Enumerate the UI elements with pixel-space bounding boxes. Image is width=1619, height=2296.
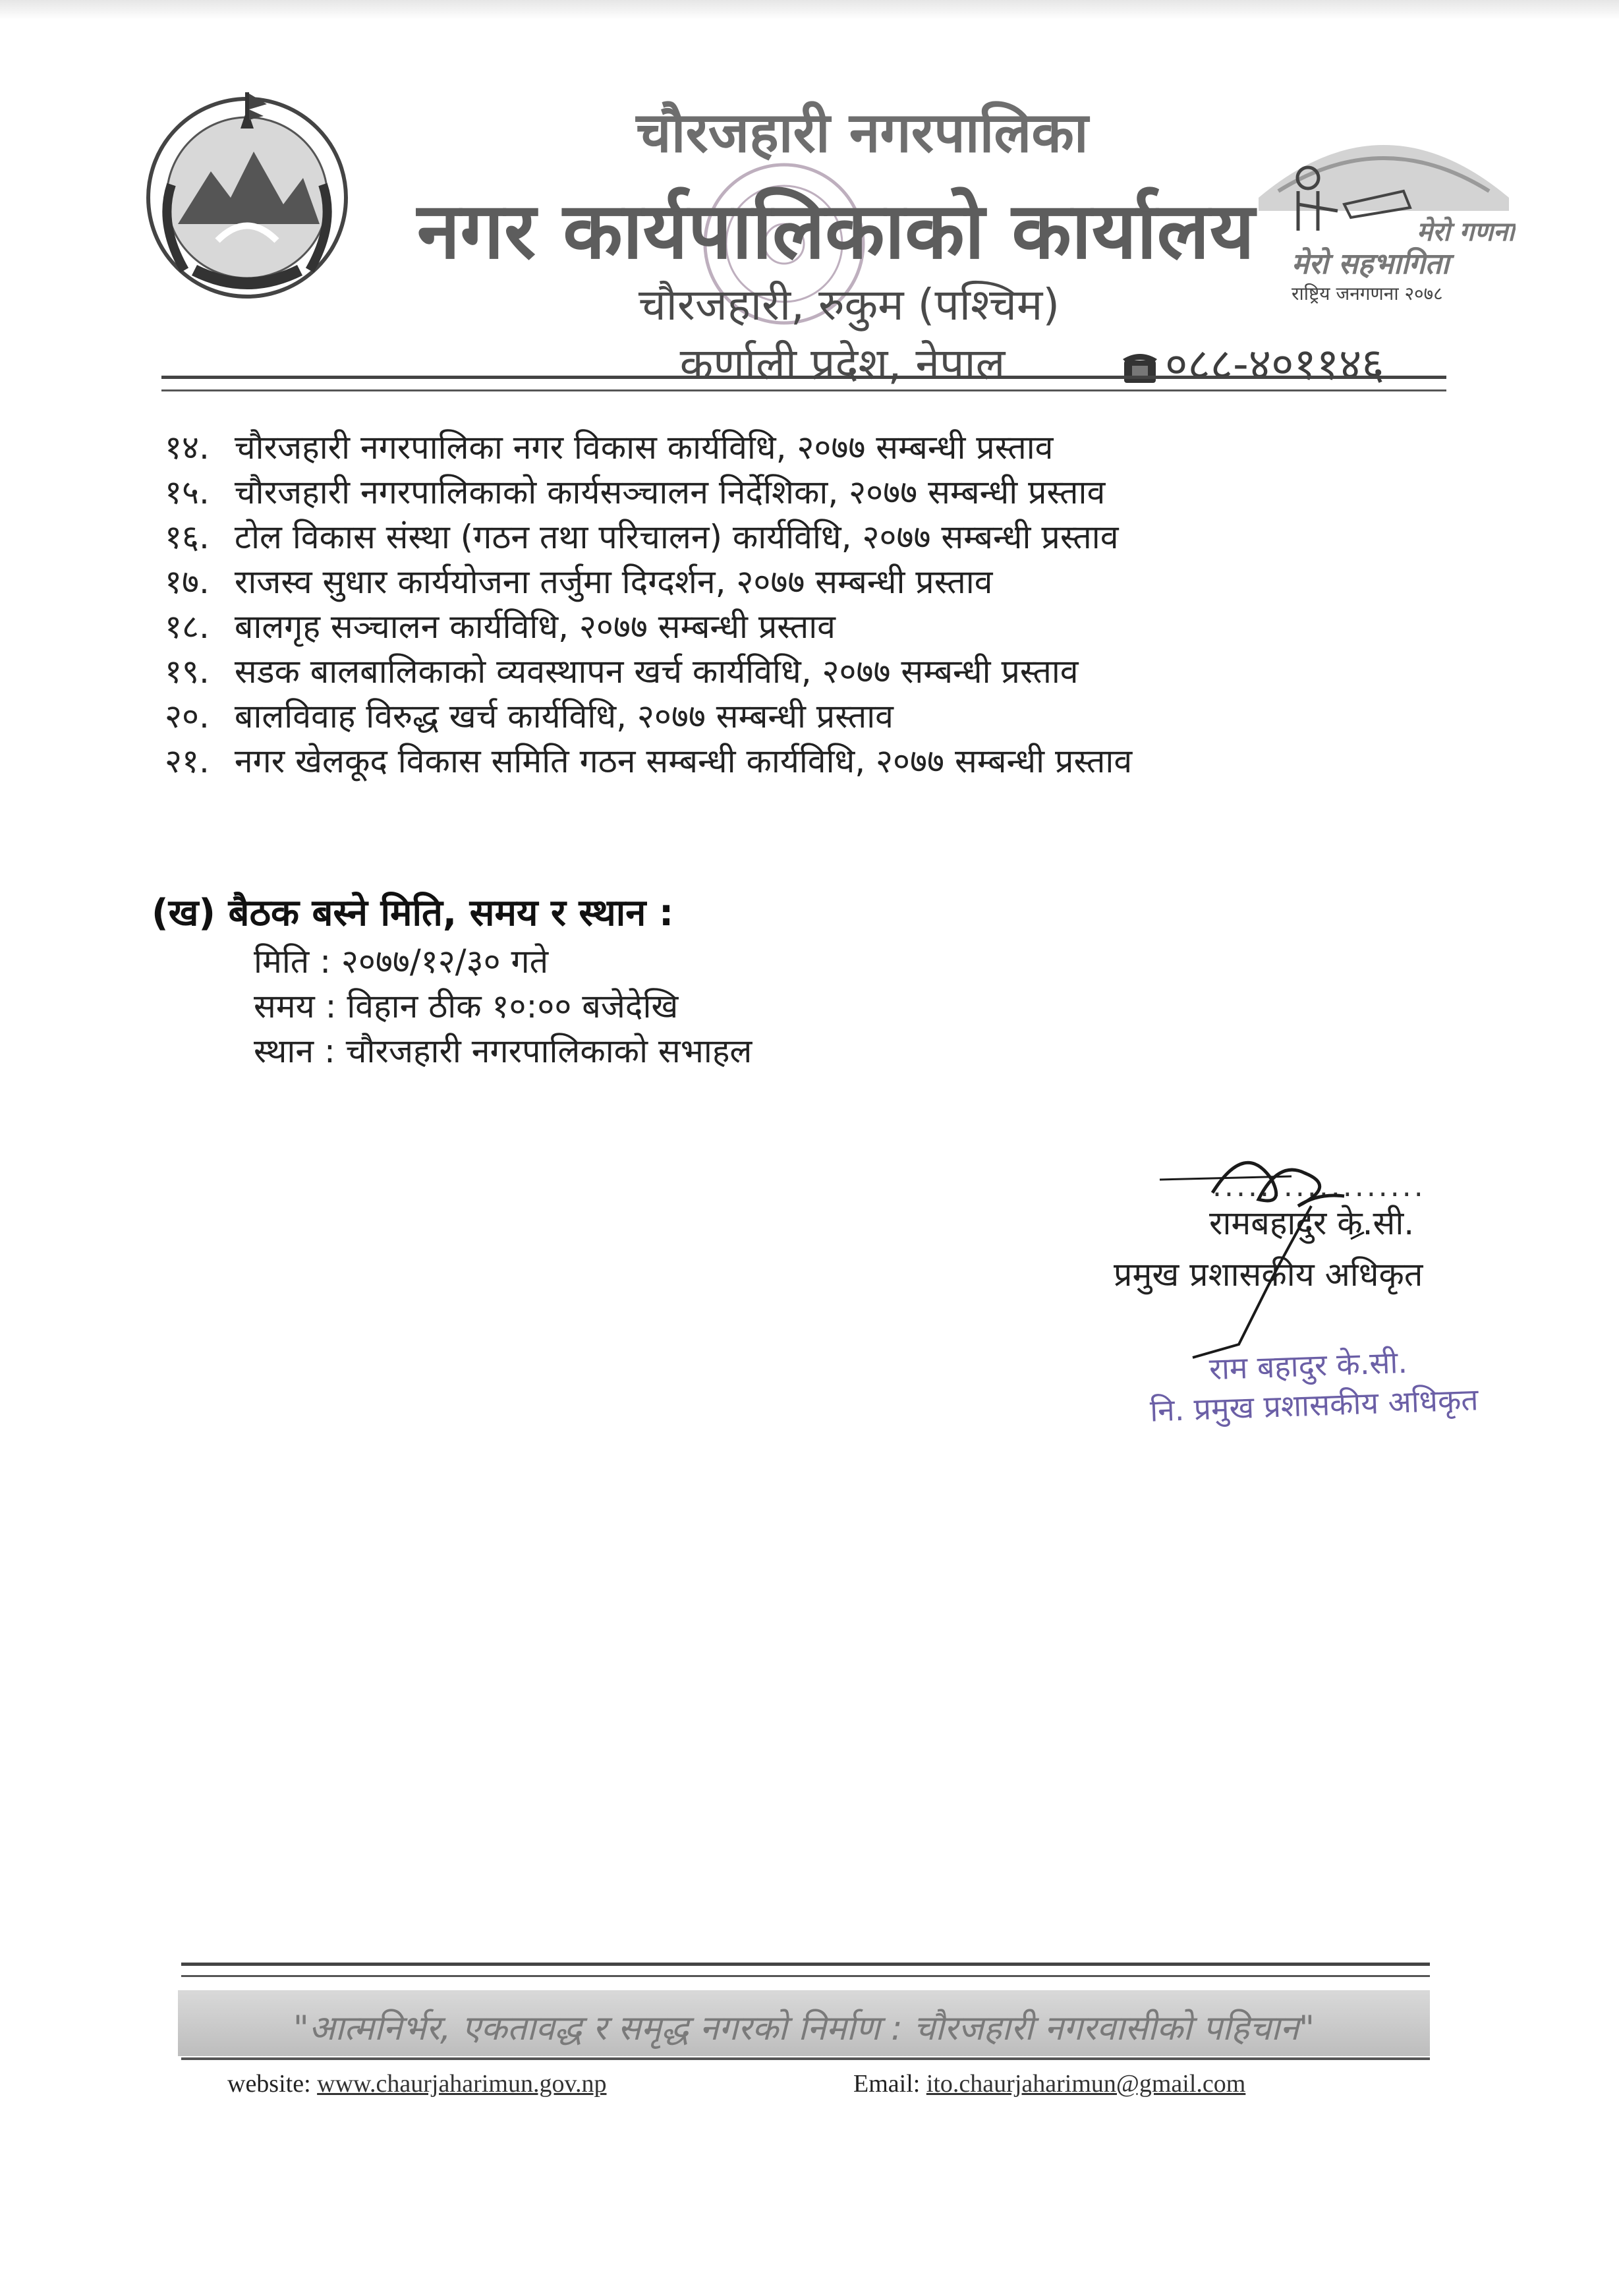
agenda-text: टोल विकास संस्था (गठन तथा परिचालन) कार्यविधि, २०७७ सम्बन्धी प्रस्ताव [234,518,1119,556]
census-text-2: मेरो सहभागिता [1292,247,1450,281]
meeting-time: समय : विहान ठीक १०:०० बजेदेखि [254,987,679,1025]
phone-text: ०८८-४०११४६ [1165,339,1384,389]
agenda-number: १४. [165,428,210,467]
email-block [853,2069,1245,2098]
agenda-item [165,470,1483,515]
meeting-details-heading: (ख) बैठक बस्ने मिति, समय र स्थान : [152,892,674,934]
agenda-text: राजस्व सुधार कार्ययोजना तर्जुमा दिग्दर्शन, २०७७ सम्बन्धी प्रस्ताव [234,563,993,601]
meeting-date: मिति : २०७७/१२/३० गते [254,942,549,981]
header-divider [161,376,1446,391]
signatory-name: रामबहादुर के.सी. [1209,1204,1415,1242]
agenda-item [165,560,1483,604]
website-label: website: [227,2070,311,2098]
website-block [227,2069,606,2098]
agenda-text: बालविवाह विरुद्ध खर्च कार्यविधि, २०७७ सम्बन्धी प्रस्ताव [234,697,894,735]
agenda-item [165,425,1483,470]
agenda-item [165,739,1483,784]
agenda-list [165,425,1483,784]
motto-divider [181,2057,1430,2065]
signatory-title: प्रमुख प्रशासकीय अधिकृत [1114,1255,1423,1294]
agenda-item [165,515,1483,560]
agenda-item [165,649,1483,694]
agenda-text: सडक बालबालिकाको व्यवस्थापन खर्च कार्यविधि, २०७७ सम्बन्धी प्रस्ताव [234,652,1079,691]
signature-dots: .................. [1212,1170,1426,1203]
email-link[interactable]: ito.chaurjaharimun@gmail.com [926,2070,1246,2098]
agenda-number: २०. [165,697,210,735]
agenda-text: नगर खेलकूद विकास समिति गठन सम्बन्धी कार्यविधि, २०७७ सम्बन्धी प्रस्ताव [234,742,1133,780]
census-text-1: मेरो गणना [1417,217,1515,247]
footer-divider [181,1963,1430,1977]
agenda-text: बालगृह सञ्चालन कार्यविधि, २०७७ सम्बन्धी प्रस्ताव [234,608,836,646]
agenda-number: १५. [165,473,210,511]
stamp-title: नि. प्रमुख प्रशासकीय अधिकृत [1149,1381,1479,1429]
census-logo [1252,119,1516,330]
stamp-name: राम बहादुर के.सी. [1208,1344,1408,1387]
agenda-number: १९. [165,652,210,691]
scan-edge [0,0,1619,20]
agenda-item [165,604,1483,649]
agenda-number: २१. [165,742,210,780]
municipality-name: चौरजहारी नगरपालिका [636,100,1089,165]
agenda-text: चौरजहारी नगरपालिका नगर विकास कार्यविधि, २०७७ सम्बन्धी प्रस्ताव [234,428,1054,467]
email-label: Email: [853,2070,921,2098]
location-line-1: चौरजहारी, रुकुम (पश्चिम) [638,279,1060,330]
meeting-details [254,939,752,1074]
agenda-item [165,694,1483,739]
agenda-number: १७. [165,563,210,601]
census-text-3: राष्ट्रिय जनगणना २०७८ [1292,283,1443,304]
website-link[interactable]: www.chaurjaharimun.gov.np [317,2070,607,2098]
agenda-number: १६. [165,518,210,556]
agenda-number: १८. [165,608,210,646]
agenda-text: चौरजहारी नगरपालिकाको कार्यसञ्चालन निर्देशिका, २०७७ सम्बन्धी प्रस्ताव [234,473,1106,511]
location-line-2: कर्णाली प्रदेश, नेपाल [679,339,1006,389]
meeting-place: स्थान : चौरजहारी नगरपालिकाको सभाहल [254,1032,753,1070]
office-title: नगर कार्यपालिकाको कार्यालय [416,185,1255,276]
footer-motto: "आत्मनिर्भर, एकतावद्ध र समृद्ध नगरको निर्माण : चौरजहारी नगरवासीको पहिचान" [293,2009,1315,2048]
